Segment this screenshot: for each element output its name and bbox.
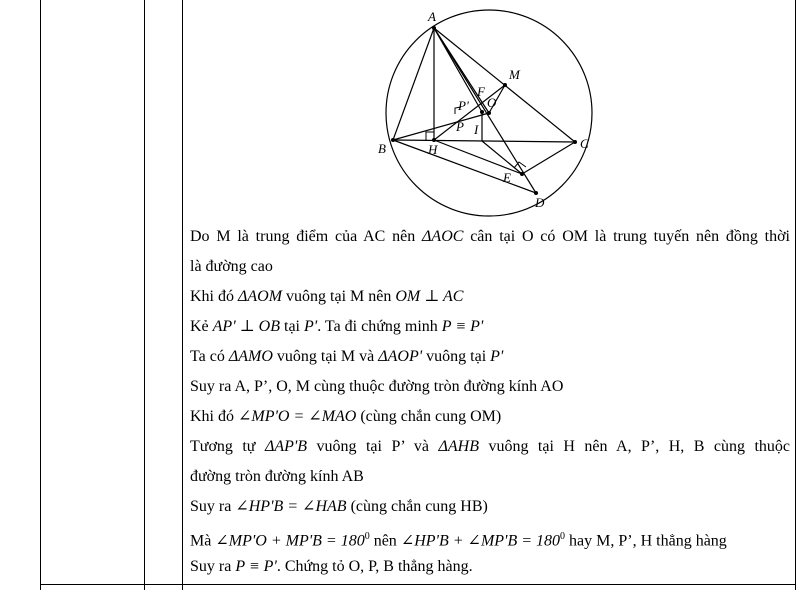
label-H: H (428, 142, 438, 157)
label-M: M (509, 67, 520, 82)
proof-line-1: Do M là trung điểm của AC nên ΔAOC cân tại O có OM là trung tuyến nên đồng thời (190, 228, 791, 245)
proof-line-3: Khi đó ΔAOM vuông tại M nên OM ⊥ AC (190, 288, 464, 305)
proof-line-12: Suy ra P ≡ P'. Chứng tỏ O, P, B thẳng hàng. (190, 558, 473, 575)
proof-line-5: Ta có ΔAMO vuông tại M và ΔAOP' vuông tại P' (190, 348, 504, 365)
label-B: B (378, 141, 386, 156)
label-F: F (477, 84, 485, 99)
proof-text (190, 222, 790, 582)
proof-line-7: Khi đó ∠MP'O = ∠MAO (cùng chắn cung OM) (190, 408, 502, 425)
geometry-figure (0, 0, 800, 222)
label-P: P (456, 119, 464, 134)
label-C: C (580, 136, 589, 151)
proof-line-2: là đường cao (190, 258, 273, 275)
label-D: D (535, 195, 545, 210)
proof-line-8: Tương tự ΔAP'B vuông tại P’ và ΔAHB vuông tại H nên A, P’, H, B cùng thuộc (190, 438, 790, 455)
table-row-border (40, 584, 796, 585)
proof-line-10: Suy ra ∠HP'B = ∠HAB (cùng chắn cung HB) (190, 498, 488, 515)
label-I: I (474, 122, 479, 137)
proof-line-9: đường tròn đường kính AB (190, 468, 364, 485)
label-E: E (503, 170, 511, 185)
label-P-prime: P' (458, 98, 469, 113)
proof-line-4: Kẻ AP' ⊥ OB tại P'. Ta đi chứng minh P ≡ P' (190, 318, 484, 335)
proof-line-11: Mà ∠MP'O + $MP'B = 180^0$ nên ∠HP'B + ∠MP'B = $180^0$ hay M, P’, H thẳng hàng (190, 531, 727, 550)
proof-line-6: Suy ra A, P’, O, M cùng thuộc đường tròn đường kính AO (190, 378, 564, 395)
label-A: A (428, 9, 436, 24)
label-O: O (487, 95, 497, 110)
